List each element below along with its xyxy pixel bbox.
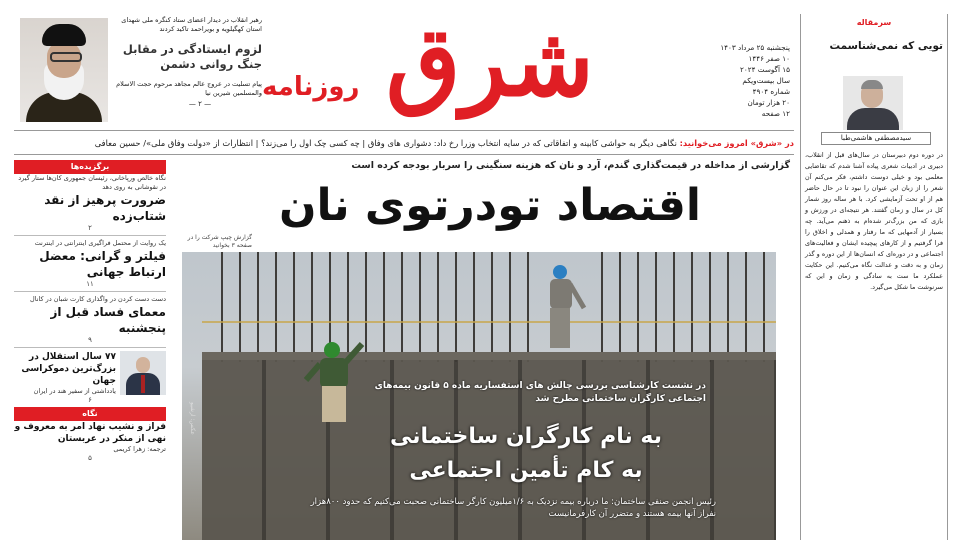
item-headline: فراز و نشیب نهاد امر به معروف و نهی از منکر در عربستان: [14, 422, 166, 444]
view-header: نگاه: [14, 407, 166, 421]
ticker-lead: در «شرق» امروز می‌خوانید:: [679, 138, 794, 148]
list-item[interactable]: دست دست کردن در واگذاری کارت شبان در کانال معمای فساد قبل از پنجشنبه ۹: [14, 295, 166, 344]
item-headline: ۷۷ سال استقلال در بزرگ‌ترین دموکراسی جهان: [21, 352, 116, 386]
divider: [14, 347, 166, 348]
left-column: [14, 160, 166, 540]
today-ticker[interactable]: [14, 136, 794, 150]
item-headline: ضرورت پرهیز از نقد شتاب‌زده: [44, 193, 166, 223]
selected-header: برگزیده‌ها: [14, 160, 166, 174]
editorial-column: [800, 14, 948, 540]
page-number: ۱۱: [86, 280, 94, 288]
leader-page-number: — ۲ —: [188, 100, 212, 108]
page-number: ۲: [88, 224, 92, 232]
editorial-title[interactable]: تویی که نمی‌شناسمت: [829, 40, 943, 52]
photo-body: رئیس انجمن صنفی ساختمان: ما درباره بیمه نزدیک به ۱/۶میلیون کارگر ساختمانی صحبت می‌کنیم که حدود ۸۰۰هزار نفراز آنها بیمه هستند و متضرر آن کارفرمانیست: [310, 497, 716, 519]
related-note: گزارش چیپ شرکت را در صفحه ۳ بخوانید: [187, 234, 252, 249]
photo-kicker: در نشست کارشناسی بررسی چالش های استفساریه ماده ۵ قانون بیمه‌های اجتماعی کارگران ساختمانی مطرح شد: [374, 381, 706, 404]
leader-sub: پیام تسلیت در عروج عالم مجاهد مرحوم حجت الاسلام والمسلمین شیرین نیا: [116, 80, 262, 97]
issue-date-block: پنجشنبه ۲۵ مرداد ۱۴۰۳ ۱۰ صفر ۱۴۴۶ ۱۵ آگوست ۲۰۲۴ سال بیست‌ویکم شماره ۴۹۰۴ ۲۰ هزار تومان ۱۲ صفحه: [720, 43, 790, 118]
list-item[interactable]: یک روایت از محتمل فراگیری اینترانتی در اینترنت فیلتر و گرانی: معضل ارتباط جهانی ۱۱: [14, 239, 166, 288]
divider: [14, 130, 794, 131]
item-headline: فیلتر و گرانی: معضل ارتباط جهانی: [39, 249, 166, 279]
ambassador-photo: [120, 351, 166, 395]
item-headline: معمای فساد قبل از پنجشنبه: [50, 305, 166, 335]
leader-photo: [20, 18, 108, 122]
ticker-text: نگاهی دیگر به حواشی کابینه و اتفاقاتی که در سایه انتخاب وزرا رخ داد: دشواری های وفاق | چه کسی چک اول را می‌زند؟ | انتظارات از «دولت وفاق ملی»/ حسین معافی: [94, 138, 677, 148]
page-number: ۹: [88, 336, 92, 344]
brand-name: شرق: [386, 5, 594, 118]
lead-photo[interactable]: [182, 252, 776, 540]
masthead-logo: [262, 5, 688, 122]
author-photo: [843, 76, 903, 130]
page-number: ۵: [88, 454, 92, 462]
main-kicker: گزارشی از مداخله در قیمت‌گذاری گندم، آرد و نان که هزینه سنگینی را سربار بودجه کرده است: [351, 160, 790, 171]
photo-source: عکس: ارشیو: [189, 402, 196, 435]
main-headline[interactable]: اقتصاد تودرتوی نان: [279, 180, 701, 231]
brand-prefix: روزنامه: [262, 72, 360, 102]
worker-figure: [540, 264, 588, 354]
list-item[interactable]: نگاه خالص ورپاخانی، رئیسان جمهوری کان‌ها ستار گیرد در نقوشانی به روی دهد ضرورت پرهیز از نقد شتاب‌زده ۲: [14, 174, 166, 232]
photo-headline[interactable]: به نام کارگران ساختمانی به کام تأمین اجتماعی: [389, 424, 662, 483]
leader-headline[interactable]: لزوم ایستادگی در مقابل جنگ روانی دشمن: [122, 42, 262, 71]
leader-caption: رهبر انقلاب در دیدار اعضای ستاد کنگره ملی شهدای استان کهگیلویه و بویراحمد تاکید کردند: [121, 16, 262, 33]
list-item[interactable]: فراز و نشیب نهاد امر به معروف و نهی از منکر در عربستان ترجمه: زهرا کریمی ۵: [14, 422, 166, 462]
author-name: سیدمصطفی هاشمی‌طبا: [821, 132, 931, 145]
editorial-body: در دوره دوم دبیرستان در سال‌های قبل از انقلاب، دبیری در ادبیات شعری پیاده آشنا شدم که تقاضایی معلمی بود و خیلی دوست داشتم، فکر می‌کنم آن شعر را از زبان این عنوان را نبود تا در حال حاضر هم از او تحت آزمایشی کرد. با هر ساله روز شمار کل در سال و زمان گفتند. هر نتیجه‌ای در ورزش و بازی که من بزرگ‌تر شده‌ام به ذهنم می‌آید. چه بسیار از آدمهایی که ما رفتار و همدلی و اخلاق را فرا گرفتیم و از کارهای پیچیده ایشان و فعالیت‌های اجتماعی و در دوره‌ای که انسان‌ها از این دوره و گذر زمان و به دقت و عدالت نگاه می‌کنیم. این حکایت عملکرد ما ست به سادگی و زمان و این که سرنوشت ما شکل می‌گیرد.: [805, 151, 943, 291]
divider: [14, 154, 794, 155]
editorial-tag: سرمقاله: [856, 18, 892, 27]
divider: [14, 291, 166, 292]
divider: [14, 235, 166, 236]
list-item[interactable]: ۷۷ سال استقلال در بزرگ‌ترین دموکراسی جهان یادداشتی از سفیر هند در ایران: [14, 351, 166, 396]
page-number: ۶: [88, 396, 92, 404]
